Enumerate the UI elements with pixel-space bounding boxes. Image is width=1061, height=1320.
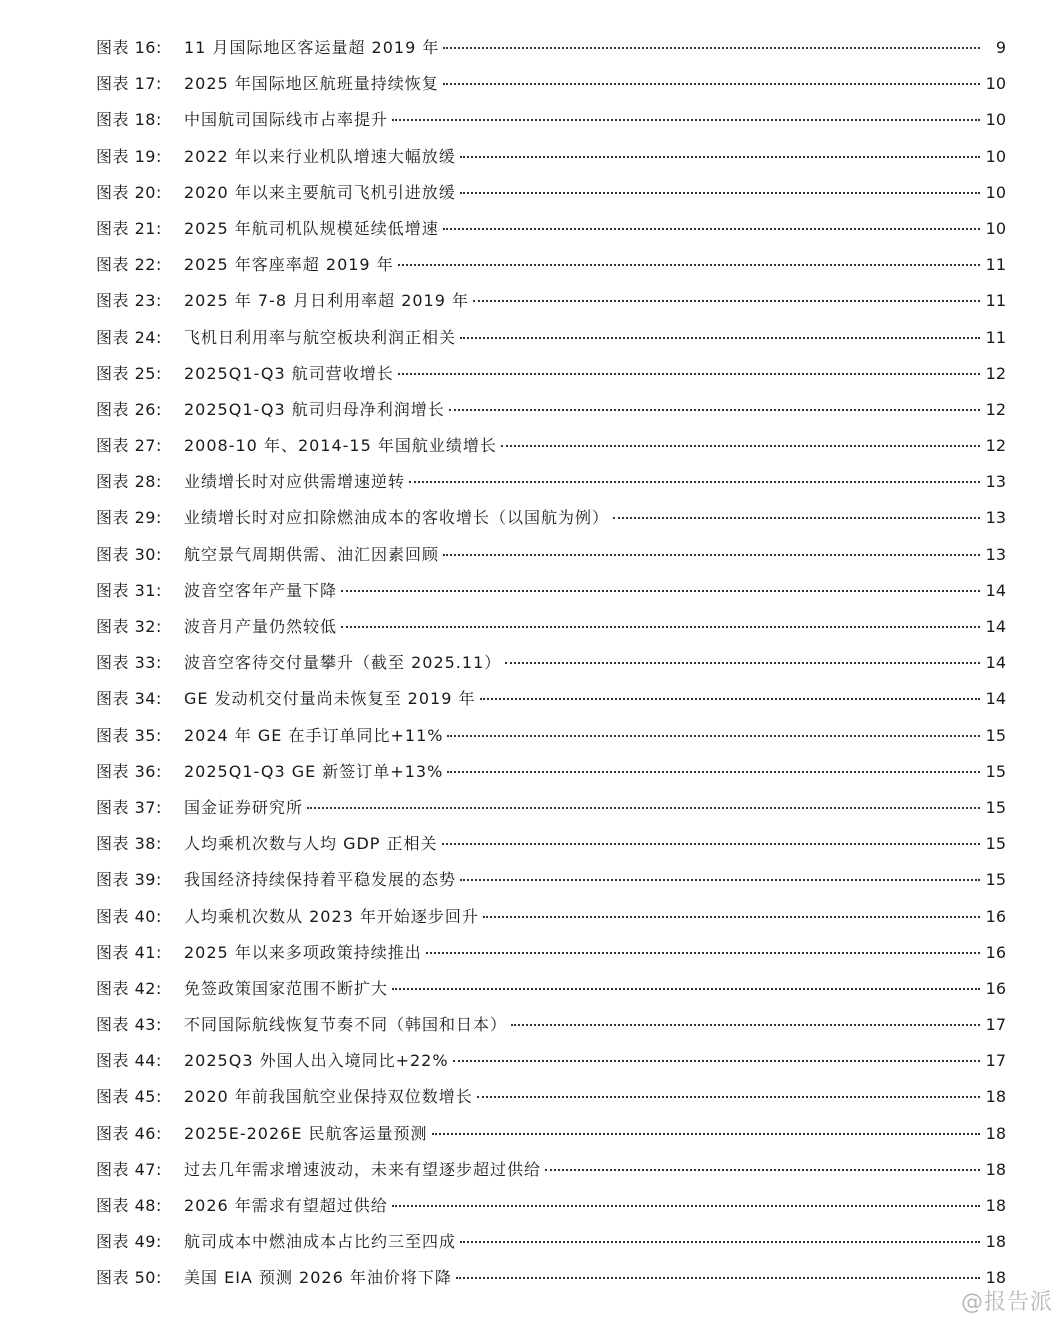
dot-leader — [545, 1168, 980, 1171]
page-number[interactable]: 13 — [985, 472, 1006, 492]
figure-number: 图表 47: — [96, 1159, 162, 1179]
figure-title[interactable]: 不同国际航线恢复节奏不同（韩国和日本） — [184, 1015, 508, 1035]
figure-title[interactable]: 中国航司国际线市占率提升 — [184, 110, 389, 130]
page-number[interactable]: 18 — [985, 1159, 1006, 1179]
figure-number: 图表 25: — [96, 363, 162, 383]
figure-number: 图表 50: — [96, 1268, 162, 1288]
figure-number: 图表 39: — [96, 870, 162, 890]
page-number[interactable]: 14 — [985, 653, 1006, 673]
dot-leader — [473, 299, 980, 302]
page-number[interactable]: 14 — [985, 689, 1006, 709]
page-number[interactable]: 14 — [985, 617, 1006, 636]
figure-number: 图表 44: — [96, 1051, 162, 1071]
figure-number: 图表 46: — [96, 1123, 162, 1143]
dot-leader — [392, 987, 980, 990]
figure-number: 图表 27: — [96, 436, 162, 456]
figure-title[interactable]: 业绩增长时对应供需增速逆转 — [184, 472, 406, 492]
figure-title[interactable]: 2025 年 7-8 月日利用率超 2019 年 — [184, 291, 470, 311]
toc-entry[interactable] — [96, 754, 1006, 790]
dot-leader — [443, 227, 980, 230]
toc-entry[interactable] — [96, 102, 1006, 138]
toc-entry[interactable] — [96, 211, 1006, 247]
dot-leader — [447, 734, 979, 737]
toc-entry[interactable] — [96, 392, 1006, 428]
toc-entry[interactable] — [96, 1007, 1006, 1043]
toc-entry[interactable] — [96, 537, 1006, 573]
figure-number: 图表 40: — [96, 906, 162, 926]
dot-leader — [613, 516, 980, 519]
figure-title[interactable]: 过去几年需求增速波动，未来有望逐步超过供给 — [184, 1159, 542, 1179]
figure-title[interactable]: 2025 年国际地区航班量持续恢复 — [184, 74, 439, 94]
figure-number: 图表 49: — [96, 1232, 162, 1252]
page-number[interactable]: 11 — [985, 291, 1006, 311]
toc-entry[interactable] — [96, 1188, 1006, 1224]
dot-leader — [460, 155, 980, 158]
dot-leader — [477, 1095, 980, 1098]
dot-leader — [456, 1276, 980, 1279]
figure-number: 图表 38: — [96, 834, 162, 854]
figure-title[interactable]: 2025E-2026E 民航客运量预测 — [184, 1123, 428, 1143]
figure-number: 图表 24: — [96, 327, 162, 347]
toc-entry[interactable] — [96, 428, 1006, 464]
figure-title[interactable]: 2025 年以来多项政策持续推出 — [184, 942, 422, 962]
toc-entry[interactable] — [96, 790, 1006, 826]
page-number[interactable]: 13 — [985, 508, 1006, 528]
figure-number: 图表 48: — [96, 1196, 162, 1215]
figure-number: 图表 43: — [96, 1015, 162, 1035]
toc-entry[interactable] — [96, 500, 1006, 536]
figure-title[interactable]: 2025 年客座率超 2019 年 — [184, 255, 394, 275]
figure-number: 图表 26: — [96, 399, 162, 419]
dot-leader — [426, 951, 980, 954]
dot-leader — [511, 1023, 980, 1026]
toc-entry[interactable] — [96, 609, 1006, 645]
page-number[interactable]: 10 — [985, 182, 1006, 202]
dot-leader — [442, 842, 980, 845]
dot-leader — [505, 661, 979, 664]
figure-title[interactable]: GE 发动机交付量尚未恢复至 2019 年 — [184, 689, 476, 709]
toc-entry[interactable] — [96, 30, 1006, 66]
watermark: @报告派 — [960, 1290, 1053, 1315]
figure-number: 图表 32: — [96, 617, 162, 636]
toc-entry[interactable] — [96, 573, 1006, 609]
figure-number: 图表 17: — [96, 74, 162, 94]
figure-title[interactable]: 人均乘机次数从 2023 年开始逐步回升 — [184, 906, 479, 926]
page-number[interactable]: 18 — [985, 1087, 1006, 1107]
dot-leader — [443, 46, 980, 49]
page-number[interactable]: 16 — [985, 906, 1006, 926]
figure-title[interactable]: 2025 年航司机队规模延续低增速 — [184, 218, 439, 238]
figure-number: 图表 23: — [96, 291, 162, 311]
figure-title[interactable]: 免签政策国家范围不断扩大 — [184, 978, 389, 998]
toc-entry[interactable] — [96, 1043, 1006, 1079]
page-number[interactable]: 11 — [985, 327, 1006, 347]
figure-title[interactable]: 国金证券研究所 — [184, 797, 304, 817]
dot-leader — [432, 1132, 980, 1135]
page-number[interactable]: 12 — [985, 399, 1006, 419]
figure-title[interactable]: 2022 年以来行业机队增速大幅放缓 — [184, 146, 456, 166]
dot-leader — [501, 444, 980, 447]
toc-entry[interactable] — [96, 139, 1006, 175]
figure-title[interactable]: 人均乘机次数与人均 GDP 正相关 — [184, 834, 438, 854]
toc-entry[interactable] — [96, 1116, 1006, 1152]
page-number[interactable]: 10 — [985, 218, 1006, 238]
figure-number: 图表 20: — [96, 182, 162, 202]
dot-leader — [341, 589, 980, 592]
figure-title[interactable]: 2026 年需求有望超过供给 — [184, 1196, 388, 1215]
toc-entry[interactable] — [96, 464, 1006, 500]
figure-title[interactable]: 业绩增长时对应扣除燃油成本的客收增长（以国航为例） — [184, 508, 610, 528]
figure-number: 图表 33: — [96, 653, 162, 673]
figure-number: 图表 21: — [96, 218, 162, 238]
figure-number: 图表 18: — [96, 110, 162, 130]
page-number[interactable]: 16 — [985, 942, 1006, 962]
dot-leader — [398, 372, 980, 375]
figure-number: 图表 16: — [96, 38, 162, 57]
dot-leader — [443, 82, 980, 85]
page-number[interactable]: 18 — [985, 1123, 1006, 1143]
page-number[interactable]: 9 — [995, 38, 1006, 57]
figure-title[interactable]: 2024 年 GE 在手订单同比+11% — [184, 725, 444, 745]
figure-title[interactable]: 波音空客待交付量攀升（截至 2025.11） — [184, 653, 502, 673]
toc-entry[interactable] — [96, 718, 1006, 754]
dot-leader — [447, 770, 979, 773]
figure-number: 图表 22: — [96, 255, 162, 275]
page-number[interactable]: 10 — [985, 110, 1006, 130]
toc-entry[interactable] — [96, 826, 1006, 862]
figure-title[interactable]: 航司成本中燃油成本占比约三至四成 — [184, 1232, 457, 1252]
figure-title[interactable]: 11 月国际地区客运量超 2019 年 — [184, 38, 440, 57]
figure-title[interactable]: 我国经济持续保持着平稳发展的态势 — [184, 870, 457, 890]
dot-leader — [443, 553, 980, 556]
toc-entry[interactable] — [96, 1260, 1006, 1296]
figure-number: 图表 28: — [96, 472, 162, 492]
figure-number: 图表 35: — [96, 725, 162, 745]
dot-leader — [483, 915, 980, 918]
figure-number: 图表 29: — [96, 508, 162, 528]
page-number[interactable]: 11 — [985, 255, 1006, 275]
dot-leader — [307, 806, 980, 809]
figure-title[interactable]: 2025Q3 外国人出入境同比+22% — [184, 1051, 449, 1071]
toc-entry[interactable] — [96, 66, 1006, 102]
page-number[interactable]: 10 — [985, 146, 1006, 166]
dot-leader — [392, 118, 980, 121]
figure-number: 图表 37: — [96, 797, 162, 817]
figure-number: 图表 31: — [96, 580, 162, 600]
dot-leader — [449, 408, 980, 411]
dot-leader — [398, 263, 980, 266]
toc-entry[interactable] — [96, 320, 1006, 356]
page-number[interactable]: 18 — [985, 1196, 1006, 1215]
dot-leader — [409, 480, 980, 483]
toc-entry[interactable] — [96, 175, 1006, 211]
figure-title[interactable]: 波音月产量仍然较低 — [184, 617, 338, 636]
figure-number: 图表 34: — [96, 689, 162, 709]
page-number[interactable]: 15 — [985, 797, 1006, 817]
page-number[interactable]: 17 — [985, 1051, 1006, 1071]
table-of-figures — [96, 30, 1006, 1297]
toc-entry[interactable] — [96, 356, 1006, 392]
toc-entry[interactable] — [96, 971, 1006, 1007]
figure-title[interactable]: 2025Q1-Q3 航司营收增长 — [184, 363, 394, 383]
page-number[interactable]: 17 — [985, 1015, 1006, 1035]
page-number[interactable]: 14 — [985, 580, 1006, 600]
page-number[interactable]: 18 — [985, 1268, 1006, 1288]
dot-leader — [341, 625, 980, 628]
figure-title[interactable]: 2020 年前我国航空业保持双位数增长 — [184, 1087, 473, 1107]
toc-entry[interactable] — [96, 899, 1006, 935]
toc-entry[interactable] — [96, 645, 1006, 681]
dot-leader — [480, 697, 980, 700]
dot-leader — [392, 1204, 980, 1207]
toc-entry[interactable] — [96, 1152, 1006, 1188]
page-number[interactable]: 12 — [985, 436, 1006, 456]
figure-title[interactable]: 航空景气周期供需、油汇因素回顾 — [184, 544, 440, 564]
toc-entry[interactable] — [96, 1079, 1006, 1115]
figure-number: 图表 42: — [96, 978, 162, 998]
figure-number: 图表 36: — [96, 761, 162, 781]
figure-title[interactable]: 飞机日利用率与航空板块利润正相关 — [184, 327, 457, 347]
figure-title[interactable]: 美国 EIA 预测 2026 年油价将下降 — [184, 1268, 452, 1288]
toc-entry[interactable] — [96, 1224, 1006, 1260]
figure-title[interactable]: 2008-10 年、2014-15 年国航业绩增长 — [184, 436, 497, 456]
figure-number: 图表 45: — [96, 1087, 162, 1107]
dot-leader — [460, 336, 980, 339]
figure-number: 图表 30: — [96, 544, 162, 564]
figure-title[interactable]: 波音空客年产量下降 — [184, 580, 338, 600]
figure-number: 图表 19: — [96, 146, 162, 166]
page-number[interactable]: 18 — [985, 1232, 1006, 1252]
page-number[interactable]: 15 — [985, 761, 1006, 781]
toc-entry[interactable] — [96, 283, 1006, 319]
page-number[interactable]: 10 — [985, 74, 1006, 94]
figure-title[interactable]: 2025Q1-Q3 GE 新签订单+13% — [184, 761, 444, 781]
dot-leader — [453, 1059, 980, 1062]
dot-leader — [460, 191, 980, 194]
figure-number: 图表 41: — [96, 942, 162, 962]
page-number[interactable]: 16 — [985, 978, 1006, 998]
page-number[interactable]: 15 — [985, 725, 1006, 745]
figure-title[interactable]: 2020 年以来主要航司飞机引进放缓 — [184, 182, 456, 202]
page-number[interactable]: 12 — [985, 363, 1006, 383]
dot-leader — [460, 878, 980, 881]
page-number[interactable]: 13 — [985, 544, 1006, 564]
page-number[interactable]: 15 — [985, 834, 1006, 854]
toc-entry[interactable] — [96, 247, 1006, 283]
toc-entry[interactable] — [96, 935, 1006, 971]
toc-entry[interactable] — [96, 862, 1006, 898]
page-number[interactable]: 15 — [985, 870, 1006, 890]
toc-entry[interactable] — [96, 681, 1006, 717]
figure-title[interactable]: 2025Q1-Q3 航司归母净利润增长 — [184, 399, 445, 419]
dot-leader — [460, 1240, 980, 1243]
